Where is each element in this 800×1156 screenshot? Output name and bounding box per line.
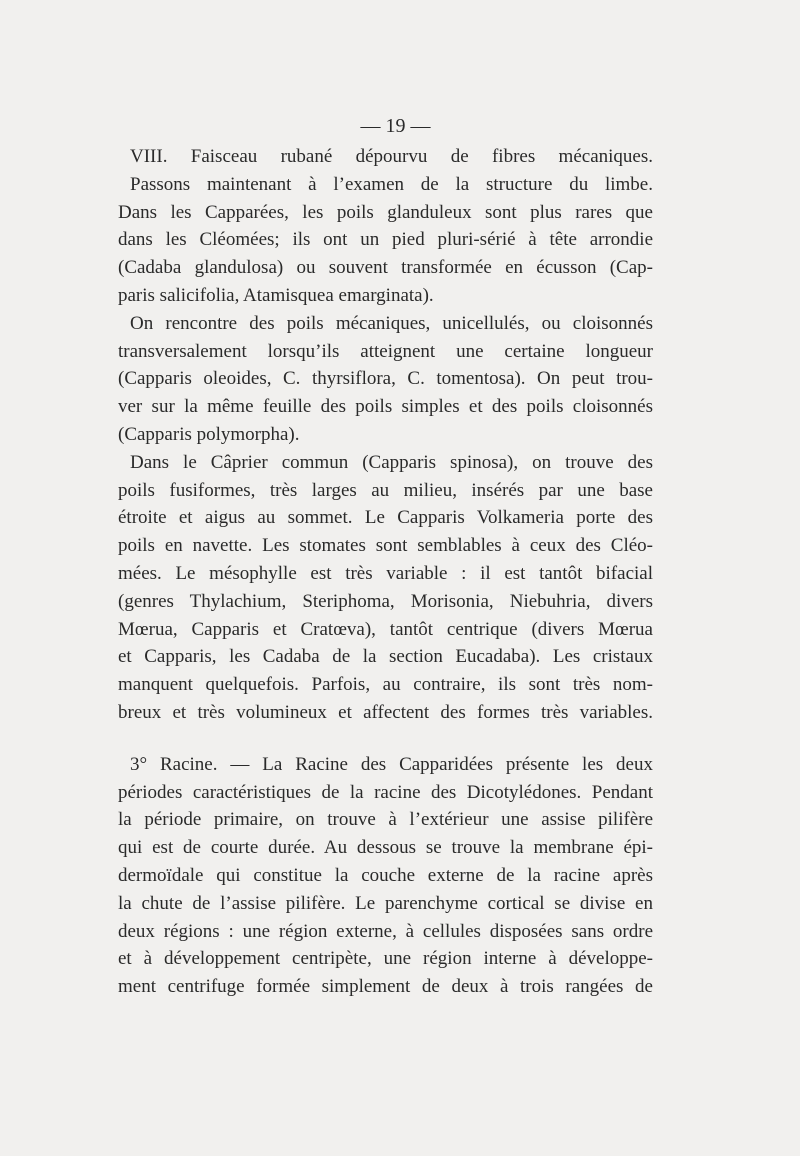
text-line: Dans les Capparées, les poils glanduleux sont plus rares que bbox=[118, 201, 653, 223]
text-line: et Capparis, les Cadaba de la section Eucadaba). Les cristaux bbox=[118, 646, 653, 668]
text-line: (Cadaba glandulosa) ou souvent transformée en écusson (Cap- bbox=[118, 257, 653, 279]
text-line: 3° Racine. — La Racine des Capparidées présente les deux bbox=[130, 753, 653, 775]
text-line: périodes caractéristiques de la racine des Dicotylédones. Pendant bbox=[118, 781, 653, 803]
text-line: Dans le Câprier commun (Capparis spinosa), on trouve des bbox=[130, 451, 653, 473]
text-line: (Capparis oleoides, C. thyrsiflora, C. tomentosa). On peut trou- bbox=[118, 368, 653, 390]
text-line: (genres Thylachium, Steriphoma, Morisonia, Niebuhria, divers bbox=[118, 590, 653, 612]
text-line: poils fusiformes, très larges au milieu, insérés par une base bbox=[118, 479, 653, 501]
text-line: ment centrifuge formée simplement de deux à trois rangées de bbox=[118, 976, 653, 998]
text-column bbox=[118, 112, 653, 1001]
text-line: paris salicifolia, Atamisquea emarginata). bbox=[118, 284, 434, 306]
section-gap bbox=[118, 727, 653, 751]
text-line: (Capparis polymorpha). bbox=[118, 423, 300, 445]
text-line: VIII. Faisceau rubané dépourvu de fibres mécaniques. bbox=[130, 146, 653, 167]
text-line: breux et très volumineux et affectent des formes très variables. bbox=[118, 701, 653, 723]
text-line: On rencontre des poils mécaniques, unicellulés, ou cloisonnés bbox=[130, 312, 653, 334]
text-line: manquent quelquefois. Parfois, au contraire, ils sont très nom- bbox=[118, 674, 653, 696]
text-line: étroite et aigus au sommet. Le Capparis Volkameria porte des bbox=[118, 507, 653, 529]
text-line: mées. Le mésophylle est très variable : il est tantôt bifacial bbox=[118, 562, 653, 584]
text-line: la chute de l’assise pilifère. Le parenchyme cortical se divise en bbox=[118, 892, 653, 914]
text-line: Mœrua, Capparis et Cratœva), tantôt centrique (divers Mœrua bbox=[118, 618, 653, 640]
text-line: Passons maintenant à l’examen de la structure du limbe. bbox=[130, 173, 653, 195]
page-number: — 19 — bbox=[360, 115, 431, 137]
text-line: poils en navette. Les stomates sont semblables à ceux des Cléo- bbox=[118, 535, 653, 557]
text-line: ver sur la même feuille des poils simples et des poils cloisonnés bbox=[118, 396, 653, 418]
text-line: et à développement centripète, une région interne à développe- bbox=[118, 948, 653, 970]
text-line: transversalement lorsqu’ils atteignent une certaine longueur bbox=[118, 340, 653, 362]
text-line: la période primaire, on trouve à l’extérieur une assise pilifère bbox=[118, 809, 653, 831]
text-line: deux régions : une région externe, à cellules disposées sans ordre bbox=[118, 920, 653, 942]
text-line: dans les Cléomées; ils ont un pied pluri-sérié à tête arrondie bbox=[118, 229, 653, 251]
text-line: dermoïdale qui constitue la couche externe de la racine après bbox=[118, 864, 653, 886]
text-line: qui est de courte durée. Au dessous se trouve la membrane épi- bbox=[118, 837, 653, 859]
